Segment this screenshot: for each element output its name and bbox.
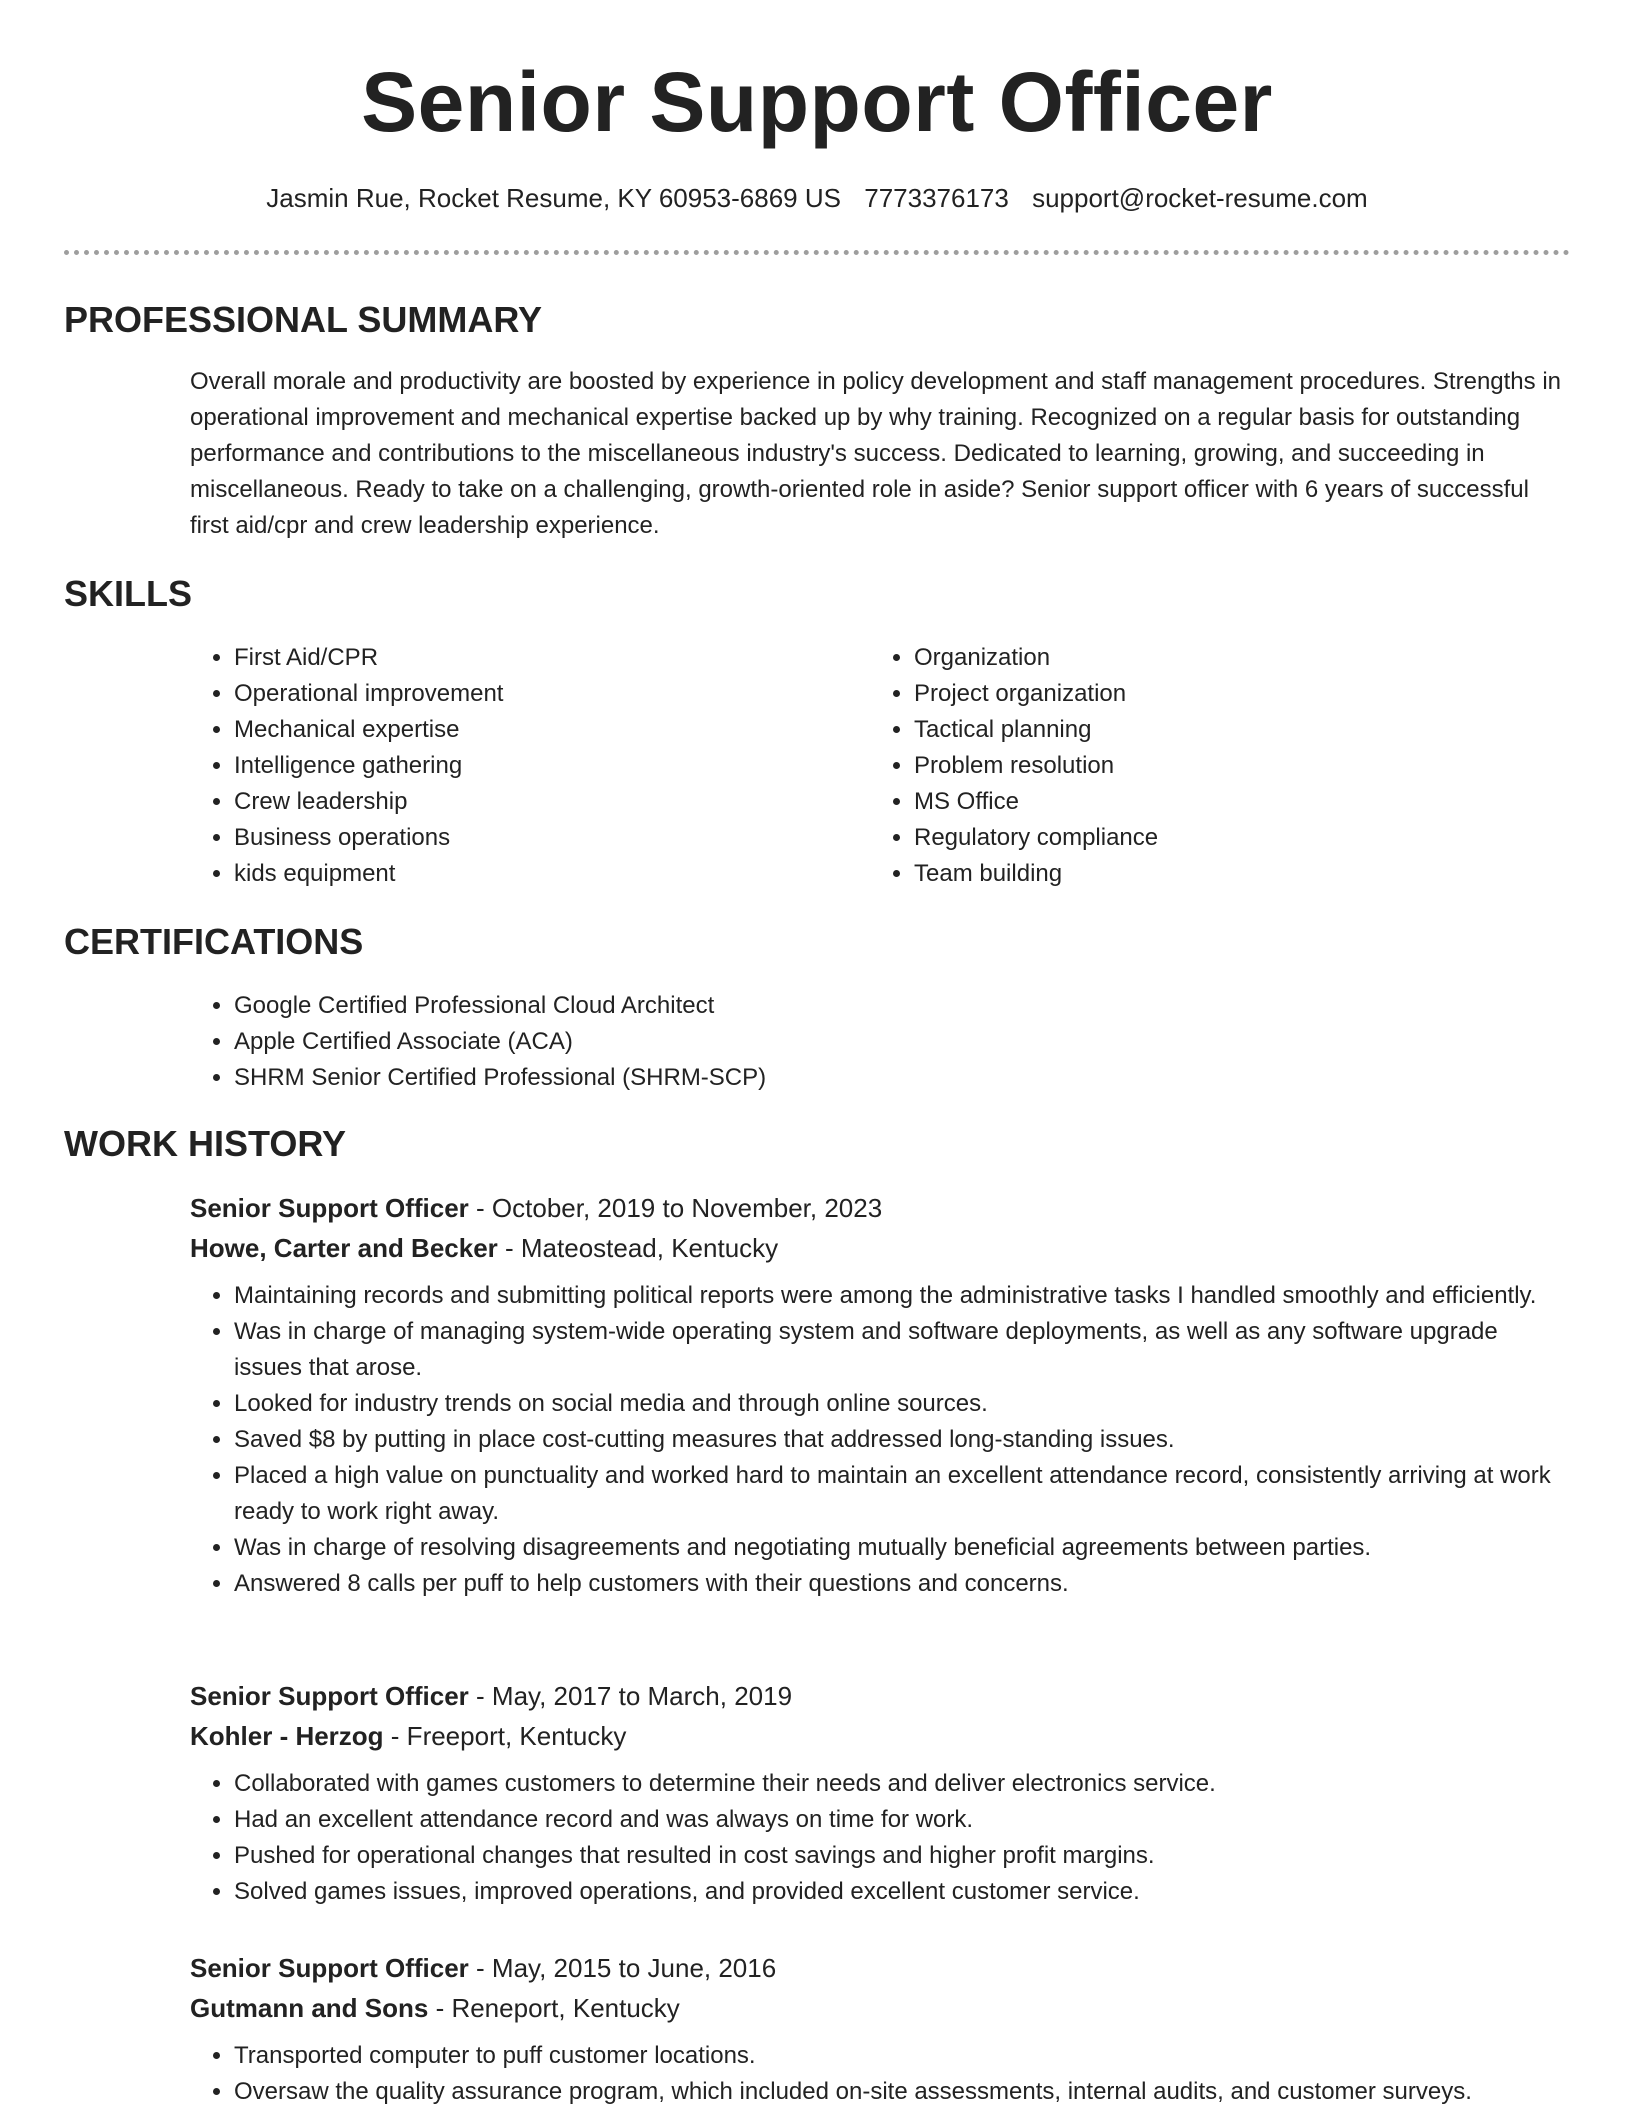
job-location: - Mateostead, Kentucky	[497, 1233, 779, 1263]
skill-item: • Mechanical expertise	[234, 712, 870, 748]
contact-line	[64, 180, 1570, 216]
job-bullet: • Placed a high value on punctuality and worked hard to maintain an excellent attendance record, consistently arriving at work ready to work right away.	[234, 1458, 1570, 1530]
skill-item: • Intelligence gathering	[234, 748, 870, 784]
job-bullet: • Was in charge of resolving disagreements and negotiating mutually beneficial agreements between parties.	[234, 1530, 1570, 1566]
job-role: Senior Support Officer	[190, 1193, 469, 1223]
skill-item: • Tactical planning	[914, 712, 1550, 748]
contact-phone: 7773376173	[864, 183, 1009, 213]
job-company-line	[190, 1988, 1570, 2028]
skill-item: • First Aid/CPR	[234, 640, 870, 676]
job-entry	[190, 1676, 1570, 1910]
skills-column-left	[190, 640, 870, 892]
job-company: Howe, Carter and Becker	[190, 1233, 498, 1263]
job-bullet: • Maintaining records and submitting political reports were among the administrative tasks I handled smoothly and efficiently.	[234, 1278, 1570, 1314]
contact-address: Jasmin Rue, Rocket Resume, KY 60953-6869 US	[266, 183, 841, 213]
job-company-line	[190, 1716, 1570, 1756]
job-role: Senior Support Officer	[190, 1681, 469, 1711]
summary-heading: PROFESSIONAL SUMMARY	[64, 299, 543, 340]
skill-item: • Crew leadership	[234, 784, 870, 820]
job-title-line	[190, 1948, 1570, 1988]
job-bullet: • Was in charge of managing system-wide operating system and software deployments, as well as any software upgrade issues that arose.	[234, 1314, 1570, 1386]
job-company: Kohler - Herzog	[190, 1721, 384, 1751]
job-bullets	[190, 1278, 1570, 1602]
job-bullets	[190, 1766, 1570, 1910]
skills-lists	[190, 640, 1570, 892]
summary-text: Overall morale and productivity are boosted by experience in policy development and staff management procedures. Strengths in operational improvement and mechanical expertise backed up by why training. Recognized on a regular basis for outstanding performance and contributions to the miscellaneous industry's success. Dedicated to learning, growing, and succeeding in miscellaneous. Ready to take on a challenging, growth-oriented role in aside? Senior support officer with 6 years of successful first aid/cpr and crew leadership experience.	[190, 368, 1561, 539]
job-entry	[190, 1948, 1570, 2110]
job-bullet: • Answered 8 calls per puff to help customers with their questions and concerns.	[234, 1566, 1570, 1602]
job-role: Senior Support Officer	[190, 1953, 469, 1983]
job-bullets	[190, 2038, 1570, 2110]
skill-item: • kids equipment	[234, 856, 870, 892]
job-location: - Freeport, Kentucky	[383, 1721, 627, 1751]
work-history-heading: WORK HISTORY	[64, 1123, 347, 1164]
job-dates: - May, 2015 to June, 2016	[468, 1953, 777, 1983]
skill-item: • Team building	[914, 856, 1550, 892]
certifications-heading: CERTIFICATIONS	[64, 921, 364, 962]
skill-item: • Business operations	[234, 820, 870, 856]
job-bullet: • Transported computer to puff customer locations.	[234, 2038, 1570, 2074]
job-bullet: • Looked for industry trends on social media and through online sources.	[234, 1386, 1570, 1422]
job-bullet: • Collaborated with games customers to determine their needs and deliver electronics service.	[234, 1766, 1570, 1802]
certification-item: • SHRM Senior Certified Professional (SHRM-SCP)	[234, 1060, 1570, 1096]
contact-email: support@rocket-resume.com	[1032, 183, 1368, 213]
skill-item: • MS Office	[914, 784, 1550, 820]
job-bullet: • Saved $8 by putting in place cost-cutting measures that addressed long-standing issues.	[234, 1422, 1570, 1458]
resume-title: Senior Support Officer	[361, 55, 1273, 149]
skill-item: • Problem resolution	[914, 748, 1550, 784]
job-bullet: • Had an excellent attendance record and was always on time for work.	[234, 1802, 1570, 1838]
job-entry	[190, 1188, 1570, 1602]
job-company-line	[190, 1228, 1570, 1268]
skill-item: • Project organization	[914, 676, 1550, 712]
job-dates: - May, 2017 to March, 2019	[468, 1681, 793, 1711]
certification-item: • Google Certified Professional Cloud Architect	[234, 988, 1570, 1024]
certification-item: • Apple Certified Associate (ACA)	[234, 1024, 1570, 1060]
skill-item: • Operational improvement	[234, 676, 870, 712]
job-bullet: • Oversaw the quality assurance program, which included on-site assessments, internal audits, and customer surveys.	[234, 2074, 1570, 2110]
certifications-list	[190, 988, 1570, 1096]
job-title-line	[190, 1188, 1570, 1228]
job-company: Gutmann and Sons	[190, 1993, 429, 2023]
job-bullet: • Solved games issues, improved operations, and provided excellent customer service.	[234, 1874, 1570, 1910]
job-location: - Reneport, Kentucky	[428, 1993, 680, 2023]
skill-item: • Organization	[914, 640, 1550, 676]
job-bullet: • Pushed for operational changes that resulted in cost savings and higher profit margins.	[234, 1838, 1570, 1874]
skills-heading: SKILLS	[64, 573, 193, 614]
header-divider	[64, 250, 1570, 255]
skill-item: • Regulatory compliance	[914, 820, 1550, 856]
job-dates: - October, 2019 to November, 2023	[468, 1193, 883, 1223]
skills-column-right	[870, 640, 1550, 892]
job-title-line	[190, 1676, 1570, 1716]
